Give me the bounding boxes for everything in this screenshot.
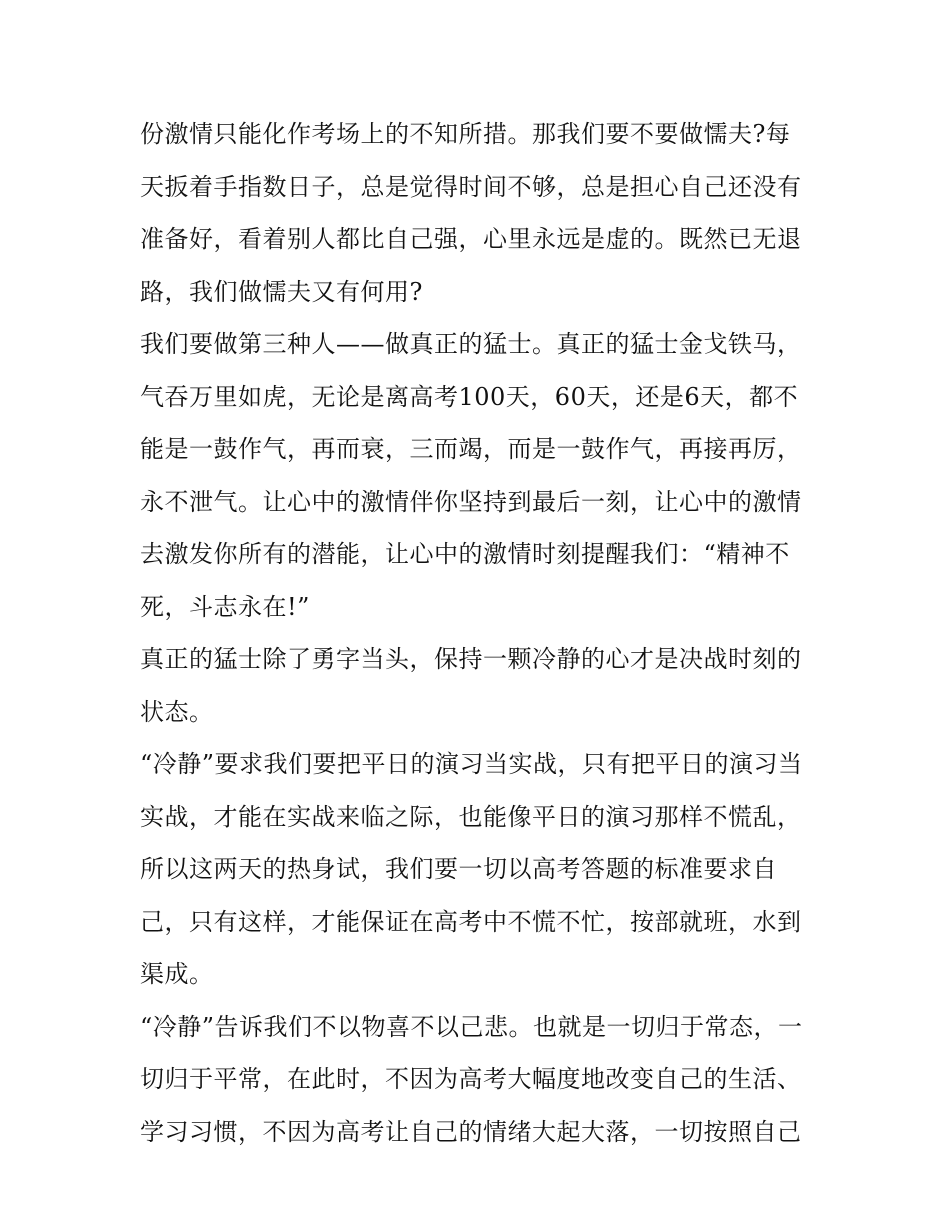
text-line: 状态。 bbox=[140, 697, 214, 726]
body-text bbox=[140, 108, 820, 1158]
text-line: 路，我们做懦夫又有何用? bbox=[140, 277, 423, 306]
text-line: “冷静”要求我们要把平日的演习当实战，只有把平日的演习当 bbox=[140, 750, 803, 778]
text-line: 永不泄气。让心中的激情伴你坚持到最后一刻，让心中的激情 bbox=[140, 487, 802, 516]
text-line: 己，只有这样，才能保证在高考中不慌不忙，按部就班，水到 bbox=[140, 907, 802, 936]
text-line: 实战，才能在实战来临之际，也能像平日的演习那样不慌乱， bbox=[140, 802, 802, 831]
text-line: 份激情只能化作考场上的不知所措。那我们要不要做懦夫?每 bbox=[140, 120, 791, 148]
text-line: 所以这两天的热身试，我们要一切以高考答题的标准要求自 bbox=[140, 855, 777, 883]
text-line: 切归于平常，在此时，不因为高考大幅度地改变自己的生活、 bbox=[140, 1065, 802, 1093]
text-line: 我们要做第三种人——做真正的猛士。真正的猛士金戈铁马， bbox=[140, 330, 802, 358]
text-line: 天扳着手指数日子，总是觉得时间不够，总是担心自己还没有 bbox=[140, 172, 802, 201]
text-line: 去激发你所有的潜能，让心中的激情时刻提醒我们：“精神不 bbox=[140, 540, 790, 568]
text-line: 死，斗志永在!” bbox=[140, 592, 310, 621]
text-line: 真正的猛士除了勇字当头，保持一颗冷静的心才是决战时刻的 bbox=[140, 645, 802, 673]
text-line: 能是一鼓作气，再而衰，三而竭，而是一鼓作气，再接再厉， bbox=[140, 435, 802, 463]
text-line: 学习习惯，不因为高考让自己的情绪大起大落，一切按照自己 bbox=[140, 1117, 802, 1146]
text-line: 渠成。 bbox=[140, 960, 214, 988]
text-line: 准备好，看着别人都比自己强，心里永远是虚的。既然已无退 bbox=[140, 225, 802, 253]
text-line: “冷静”告诉我们不以物喜不以己悲。也就是一切归于常态，一 bbox=[140, 1012, 803, 1041]
text-line: 气吞万里如虎，无论是离高考100天，60天，还是6天，都不 bbox=[140, 382, 799, 411]
